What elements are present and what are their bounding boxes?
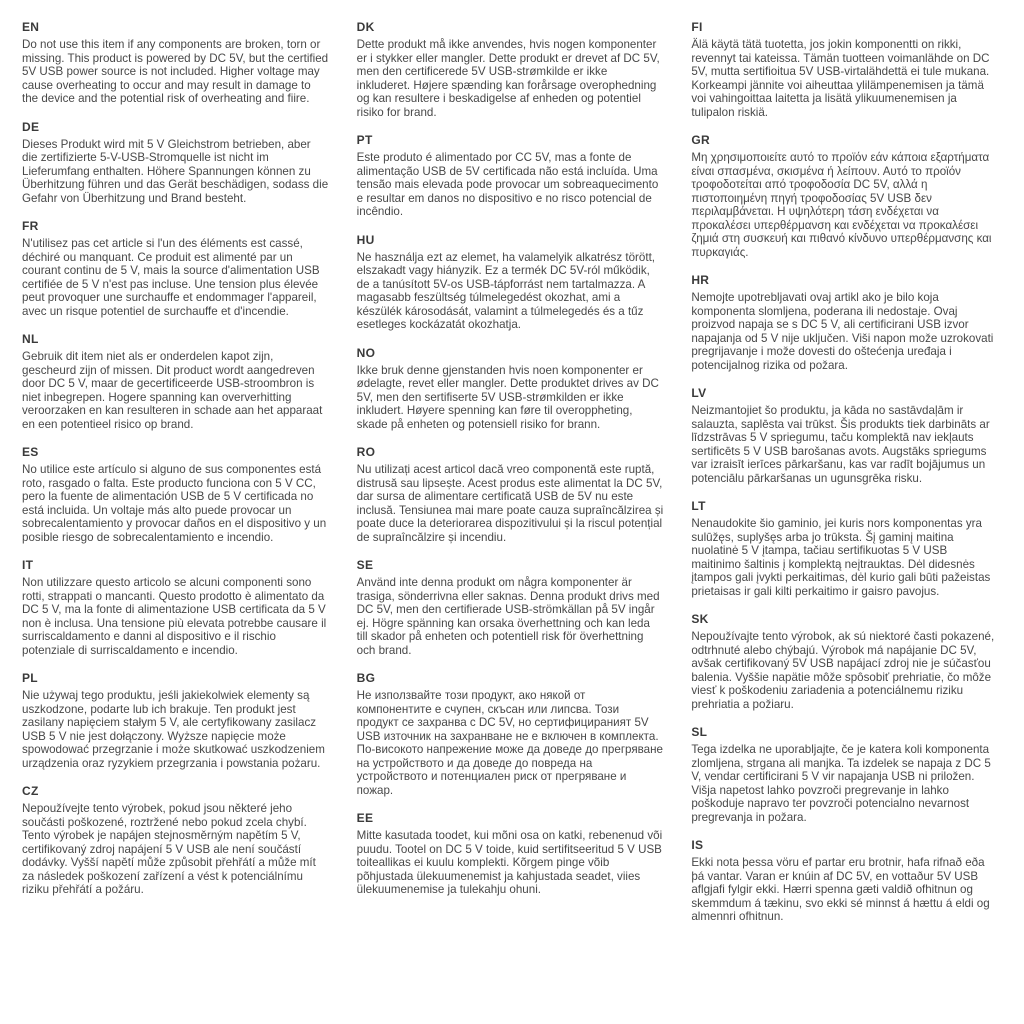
language-code-it: IT	[22, 558, 34, 572]
warning-text-ro: Nu utilizați acest articol dacă vreo componentă este ruptă, distrusă sau lipsește. Acest produs este alimentat la DC 5V, dar sursa de alimentare certificată USB de 5V nu este inclusă. Tensiunea mai mare poate cauza supraîncălzirea și poate duce la deteriorarea dispozitivului și la riscul potențial de supraîncălzire și incendiu.	[356, 463, 664, 544]
lang-section-pt	[357, 133, 664, 219]
language-code-es: ES	[22, 445, 39, 459]
warning-text-hr: Nemojte upotrebljavati ovaj artikl ako je bilo koja komponenta slomljena, poderana ili nedostaje. Ovaj proizvod napaja se s DC 5 V, ali certificirani USB izvor napajanja od 5 V nije uključen. Viši napon može uzrokovati pregrijavanje i može dovesti do oštećenja uređaja i potencijalnog rizika od požara.	[691, 291, 994, 372]
language-code-cz: CZ	[22, 784, 39, 798]
lang-section-it	[22, 558, 329, 657]
lang-section-nl	[22, 332, 329, 431]
warning-text-fi: Älä käytä tätä tuotetta, jos jokin komponentti on rikki, revennyt tai kateissa. Tämän tuotteen voimanlähde on DC 5V, mutta sertifioitua 5V USB-virtalähdettä ei tule mukana. Korkeampi jännite voi aiheuttaa ylilämpenemisen ja tämä voi vahingoittaa laitetta ja lisätä ylikuumenemisen ja tulipalon riskiä.	[691, 38, 990, 119]
warning-text-cz: Nepoužívejte tento výrobek, pokud jsou některé jeho součásti poškozené, roztržené nebo pokud zcela chybí. Tento výrobek je napájen stejnosměrným napětím 5 V, certifikovaný zdroj napájení 5 V USB ale není součástí dodávky. Vyšší napětí může způsobit přehřátí a může mít za následek poškození zařízení a vést k potenciálnímu riziku přehřátí a požáru.	[22, 802, 316, 896]
warning-text-sl: Tega izdelka ne uporabljajte, če je katera koli komponenta zlomljena, strgana ali manjka. Ta izdelek se napaja z DC 5 V, vendar certificirani 5 V vir napajanja USB ni priložen. Višja napetost lahko povzroči pregrevanje in lahko poškoduje napravo ter povzroči potencialno nevarnost pregrevanja in požara.	[691, 743, 991, 824]
language-code-pt: PT	[356, 133, 373, 147]
warning-text-sk: Nepoužívajte tento výrobok, ak sú niektoré časti pokazené, odtrhnuté alebo chýbajú. Výrobok má napájanie DC 5V, avšak certifikovaný 5V USB napájací zdroj nie je súčasťou balenia. Vyššie napätie môže spôsobiť prehriatie, čo môže viesť k poškodeniu zariadenia a potenciálnemu riziku prehriatia a požiaru.	[691, 630, 995, 711]
warning-text-hu: Ne használja ezt az elemet, ha valamelyik alkatrész törött, elszakadt vagy hiányzik. Ez a termék DC 5V-ról működik, de a tanúsított 5V-os USB-tápforrást nem tartalmazza. A magasabb feszültség túlmelegedést okozhat, ami a készülék károsodását, valamint a túlmelegedés és a tűz esetleges kockázatát okozhatja.	[356, 250, 656, 331]
warning-text-ee: Mitte kasutada toodet, kui mõni osa on katki, rebenenud või puudu. Tootel on DC 5 V toide, kuid sertifitseeritud 5 V USB toiteallikas ei kuulu komplekti. Kõrgem pinge võib põhjustada ülekuumenemist ja kahjustada seadet, viies ülekuumenemise ja tulekahju ohuni.	[356, 829, 663, 896]
language-code-de: DE	[22, 119, 40, 134]
language-code-gr: GR	[691, 133, 710, 147]
language-code-se: SE	[356, 558, 374, 572]
warning-text-pt: Este produto é alimentado por CC 5V, mas a fonte de alimentação USB de 5V certificada não está incluída. Uma tensão mais elevada pode provocar um sobreaquecimento e resultar em danos no dispositivo e no risco potencial de incêndio.	[356, 151, 659, 218]
column-3	[691, 20, 998, 938]
language-code-sk: SK	[691, 612, 709, 626]
column-2	[357, 20, 664, 938]
warning-text-es: No utilice este artículo si alguno de sus componentes está roto, rasgado o falta. Este producto funciona con 5 V CC, pero la fuente de alimentación USB de 5 V certificada no está incluida. Un voltaje más alto puede provocar un sobrecalentamiento y provocar daños en el dispositivo y un posible riesgo de sobrecalentamiento e incendio.	[22, 463, 327, 544]
lang-section-lt	[691, 499, 998, 598]
language-code-nl: NL	[22, 332, 39, 346]
lang-section-cz	[22, 784, 329, 897]
warning-text-lt: Nenaudokite šio gaminio, jei kuris nors komponentas yra sulūžęs, suplyšęs arba jo trūksta. Šį gaminį maitina nuolatinė 5 V įtampa, tačiau sertifikuotas 5 V USB maitinimo šaltinis į komplektą neįtrauktas. Dėl didesnės įtampos gali įvykti perkaitimas, dėl kurio gali būti pažeistas prietaisas ir gali kilti perkaitimo ir gaisro pavojus.	[691, 517, 991, 598]
lang-section-fr	[22, 219, 329, 318]
lang-section-pl	[22, 671, 329, 770]
language-code-lt: LT	[691, 499, 706, 513]
language-code-hu: HU	[356, 232, 375, 247]
warning-text-se: Använd inte denna produkt om några komponenter är trasiga, sönderrivna eller saknas. Denna produkt drivs med DC 5V, men den certifierade USB-strömkällan på 5V ingår ej. Högre spänning kan orsaka överhettning och kan leda till skador på enheten och potentiell risk för överhettning och brand.	[356, 576, 660, 657]
language-code-pl: PL	[22, 671, 38, 685]
lang-section-fi	[691, 20, 998, 119]
language-code-sl: SL	[691, 725, 708, 739]
warning-text-pl: Nie używaj tego produktu, jeśli jakiekolwiek elementy są uszkodzone, podarte lub ich brakuje. Ten produkt jest zasilany napięciem stałym 5 V, ale certyfikowany zasilacz USB 5 V nie jest dołączony. Wyższe napięcie może spowodować przegrzanie i może skutkować uszkodzeniem urządzenia oraz ryzykiem przegrzania i powstania pożaru.	[22, 689, 325, 770]
warning-text-fr: N'utilisez pas cet article si l'un des éléments est cassé, déchiré ou manquant. Ce produit est alimenté par un courant continu de 5 V, mais la source d'alimentation USB certifiée de 5 V n'est pas incluse. Une tension plus élevée peut provoquer une surchauffe et endommager l'appareil, avec un risque potentiel de surchauffe et d'incendie.	[22, 237, 320, 318]
lang-section-hr	[691, 273, 998, 372]
lang-section-se	[357, 558, 664, 657]
column-1	[22, 20, 329, 938]
lang-section-sk	[691, 612, 998, 711]
warning-text-it: Non utilizzare questo articolo se alcuni componenti sono rotti, strappati o mancanti. Questo prodotto è alimentato da DC 5 V, ma la fonte di alimentazione USB certificata da 5 V non è inclusa. Una tensione più elevata potrebbe causare il surriscaldamento e danni al dispositivo e il rischio potenziale di surriscaldamento e incendio.	[22, 576, 327, 657]
language-code-dk: DK	[356, 20, 375, 34]
language-code-no: NO	[356, 345, 376, 360]
warning-text-dk: Dette produkt må ikke anvendes, hvis nogen komponenter er i stykker eller mangler. Dette produkt er drevet af DC 5V, men den certificerede 5V USB-strømkilde er ikke inkluderet. Højere spænding kan forårsage overophedning og kan resultere i beskadigelse af enheden og potentiel risiko for brand.	[356, 38, 660, 119]
lang-section-ee	[357, 811, 664, 897]
lang-section-gr	[691, 133, 998, 259]
lang-section-is	[691, 838, 998, 924]
language-code-lv: LV	[691, 386, 707, 400]
language-code-fi: FI	[691, 20, 703, 34]
language-code-ro: RO	[356, 445, 376, 459]
lang-section-bg	[357, 671, 664, 797]
lang-section-hu	[357, 233, 664, 332]
warning-text-is: Ekki nota þessa vöru ef partar eru brotnir, hafa rifnað eða þá vantar. Varan er knúin af DC 5V, en vottaður 5V USB aflgjafi fylgir ekki. Hærri spenna gæti valdið ofhitnun og skemmdum á tækinu, svo ekki sé minnst á hættu á eldi og almennri ofhitnun.	[691, 856, 990, 923]
language-code-fr: FR	[22, 219, 39, 233]
lang-section-no	[357, 346, 664, 432]
lang-section-en	[22, 20, 329, 106]
lang-section-lv	[691, 386, 998, 485]
warning-text-en: Do not use this item if any components are broken, torn or missing. This product is powered by DC 5V, but the certified 5V USB power source is not included. Higher voltage may cause overheating to occur and may result in damage to the device and the potential risk of overheating and fiire.	[22, 38, 329, 105]
lang-section-sl	[691, 725, 998, 824]
language-code-bg: BG	[356, 671, 376, 685]
language-code-hr: HR	[691, 273, 710, 287]
warning-text-de: Dieses Produkt wird mit 5 V Gleichstrom betrieben, aber die zertifizierte 5-V-USB-Stromquelle ist nicht im Lieferumfang enthalten. Höhere Spannungen können zu Überhitzung führen und das Gerät beschädigen, sodass die Gefahr von Überhitzung und Brand besteht.	[22, 137, 329, 205]
lang-section-de	[22, 120, 329, 206]
warning-text-no: Ikke bruk denne gjenstanden hvis noen komponenter er ødelagte, revet eller mangler. Dette produktet drives av DC 5V, men den sertifiserte 5V USB-strømkilden er ikke inkludert. Høyere spenning kan føre til overoppheting, skade på enheten og potensiell risiko for brann.	[356, 363, 659, 431]
warning-text-nl: Gebruik dit item niet als er onderdelen kapot zijn, gescheurd zijn of missen. Dit product wordt aangedreven door DC 5 V, maar de gecertificeerde USB-stroombron is niet inbegrepen. Hogere spanning kan oververhitting veroorzaken en kan resulteren in schade aan het apparaat en een potentieel risico op brand.	[22, 350, 323, 431]
lang-section-ro	[357, 445, 664, 544]
language-code-ee: EE	[356, 811, 374, 825]
warning-text-gr: Μη χρησιμοποιείτε αυτό το προϊόν εάν κάποια εξαρτήματα είναι σπασμένα, σκισμένα ή λείπουν. Αυτό το προϊόν τροφοδοτείται από τροφοδοσία DC 5V, αλλά η πιστοποιημένη πηγή τροφοδοσίας 5V USB δεν περιλαμβάνεται. Η υψηλότερη τάση ενδέχεται να προκαλέσει υπερθέρμανση και ενδέχεται να προκαλέσει ζημιά στη συσκευή και πιθανό κίνδυνο υπερθέρμανσης και πυρκαγιάς.	[691, 151, 992, 259]
lang-section-es	[22, 445, 329, 544]
warning-text-bg: Не използвайте този продукт, ако някой от компонентите е счупен, скъсан или липсва. Този продукт се захранва с DC 5V, но сертифицираният 5V USB източник на захранване не е включен в комплекта. По-високото напрежение може да доведе до прегряване на устройството и да доведе до повреда на устройството и потенциален риск от прегряване и пожар.	[356, 689, 663, 797]
language-code-is: IS	[691, 838, 704, 852]
language-code-en: EN	[22, 20, 40, 34]
warning-text-lv: Neizmantojiet šo produktu, ja kāda no sastāvdaļām ir salauzta, saplēsta vai trūkst. Šis produkts tiek darbināts ar līdzstrāvas 5 V spriegumu, taču komplektā nav iekļauts sertificēts 5 V USB barošanas avots. Augstāks spriegums var izraisīt ierīces pārkaršanu, kas var radīt bojājumus un potenciālu pārkaršanas un ugunsgrēka risku.	[691, 404, 990, 485]
lang-section-dk	[357, 20, 664, 119]
